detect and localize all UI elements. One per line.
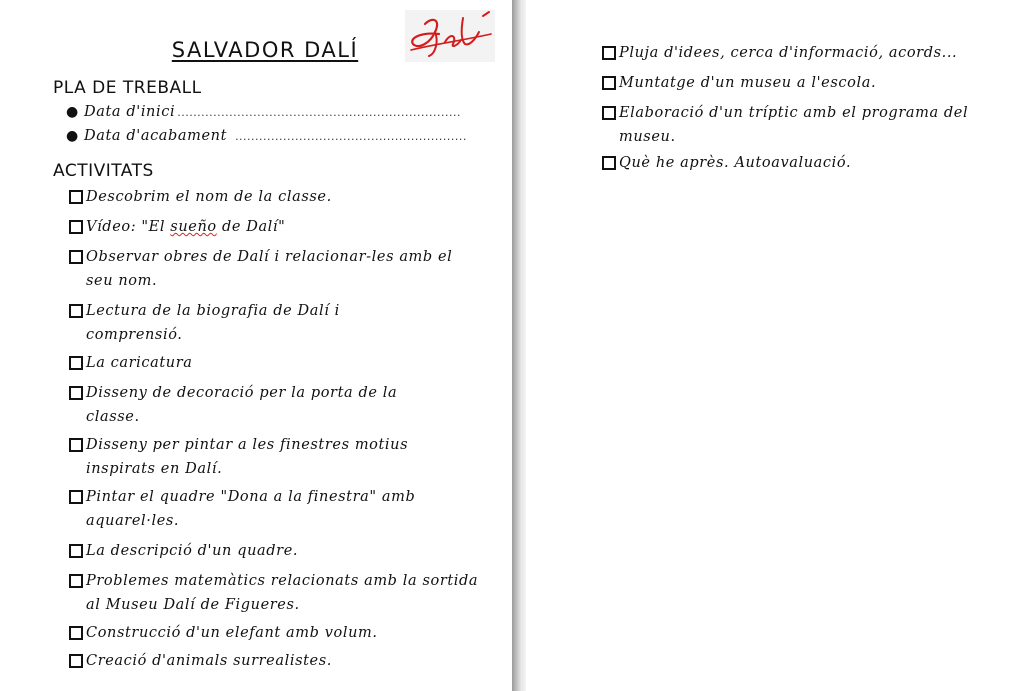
- activity-item: [69, 624, 378, 645]
- activity-item: [69, 384, 439, 429]
- checkbox-icon[interactable]: [602, 46, 616, 60]
- checkbox-icon[interactable]: [69, 490, 83, 504]
- activity-text: Pintar el quadre "Dona a la finestra" amb aquarel·les.: [86, 489, 416, 529]
- checkbox-icon[interactable]: [69, 626, 83, 640]
- checkbox-icon[interactable]: [69, 250, 83, 264]
- activity-item: [69, 248, 479, 293]
- activity-text: Disseny de decoració per la porta de la classe.: [86, 385, 398, 425]
- checkbox-icon[interactable]: [69, 190, 83, 204]
- activity-text: Disseny per pintar a les finestres motius inspirats en Dalí.: [86, 437, 409, 477]
- plan-dates-list: [66, 104, 467, 152]
- activities-heading: ACTIVITATS: [53, 161, 154, 181]
- activity-text: La descripció d'un quadre.: [86, 543, 299, 559]
- activity-text: Observar obres de Dalí i relacionar-les amb el seu nom.: [86, 249, 453, 289]
- activity-item: [69, 572, 479, 617]
- activity-item: [69, 542, 298, 563]
- start-date-blank: .......................................................................: [177, 106, 461, 119]
- checkbox-icon[interactable]: [69, 356, 83, 370]
- checkbox-icon[interactable]: [69, 438, 83, 452]
- start-date-label: Data d'inici: [84, 104, 176, 120]
- activity-text: Problemes matemàtics relacionats amb la sortida al Museu Dalí de Figueres.: [86, 573, 479, 613]
- activity-item: [69, 302, 374, 347]
- document-title: SALVADOR DALÍ: [171, 38, 359, 62]
- activity-text: Pluja d'idees, cerca d'informació, acords...: [619, 45, 958, 61]
- checkbox-icon[interactable]: [69, 304, 83, 318]
- spellcheck-underline: sueño: [170, 219, 217, 235]
- end-date-blank: ..........................................................: [235, 130, 467, 143]
- activity-item: [69, 218, 285, 239]
- checkbox-icon[interactable]: [602, 106, 616, 120]
- checkbox-icon[interactable]: [69, 654, 83, 668]
- activity-item: [69, 436, 469, 481]
- checkbox-icon[interactable]: [602, 76, 616, 90]
- checkbox-icon[interactable]: [69, 220, 83, 234]
- activity-item: [69, 188, 332, 209]
- activity-item: [602, 74, 876, 95]
- activity-item: [602, 104, 1002, 149]
- bullet-icon: ●: [66, 104, 79, 120]
- activity-text: Vídeo: "El sueño de Dalí": [86, 219, 286, 235]
- activity-item: [69, 652, 332, 673]
- end-date-label: Data d'acabament: [84, 128, 228, 144]
- checkbox-icon[interactable]: [69, 544, 83, 558]
- activity-text: Descobrim el nom de la classe.: [86, 189, 332, 205]
- checkbox-icon[interactable]: [69, 574, 83, 588]
- activity-text: Construcció d'un elefant amb volum.: [86, 625, 378, 641]
- end-date-row: [66, 128, 467, 152]
- page-gutter: [512, 0, 526, 691]
- activity-item: [69, 354, 193, 375]
- activity-item: [69, 488, 469, 533]
- checkbox-icon[interactable]: [69, 386, 83, 400]
- plan-heading: PLA DE TREBALL: [53, 78, 202, 98]
- activity-text: La caricatura: [86, 355, 193, 371]
- activity-text: Què he après. Autoavaluació.: [619, 155, 852, 171]
- bullet-icon: ●: [66, 128, 79, 144]
- checkbox-icon[interactable]: [602, 156, 616, 170]
- activity-text: Elaboració d'un tríptic amb el programa del museu.: [619, 105, 969, 145]
- activity-item: [602, 44, 957, 65]
- activity-item: [602, 154, 851, 175]
- activity-text: Creació d'animals surrealistes.: [86, 653, 332, 669]
- start-date-row: [66, 104, 467, 128]
- document-page-right: [526, 0, 1024, 691]
- activity-text: Lectura de la biografia de Dalí i comprensió.: [86, 303, 340, 343]
- activity-text: Muntatge d'un museu a l'escola.: [619, 75, 877, 91]
- dali-signature-icon: [405, 10, 495, 62]
